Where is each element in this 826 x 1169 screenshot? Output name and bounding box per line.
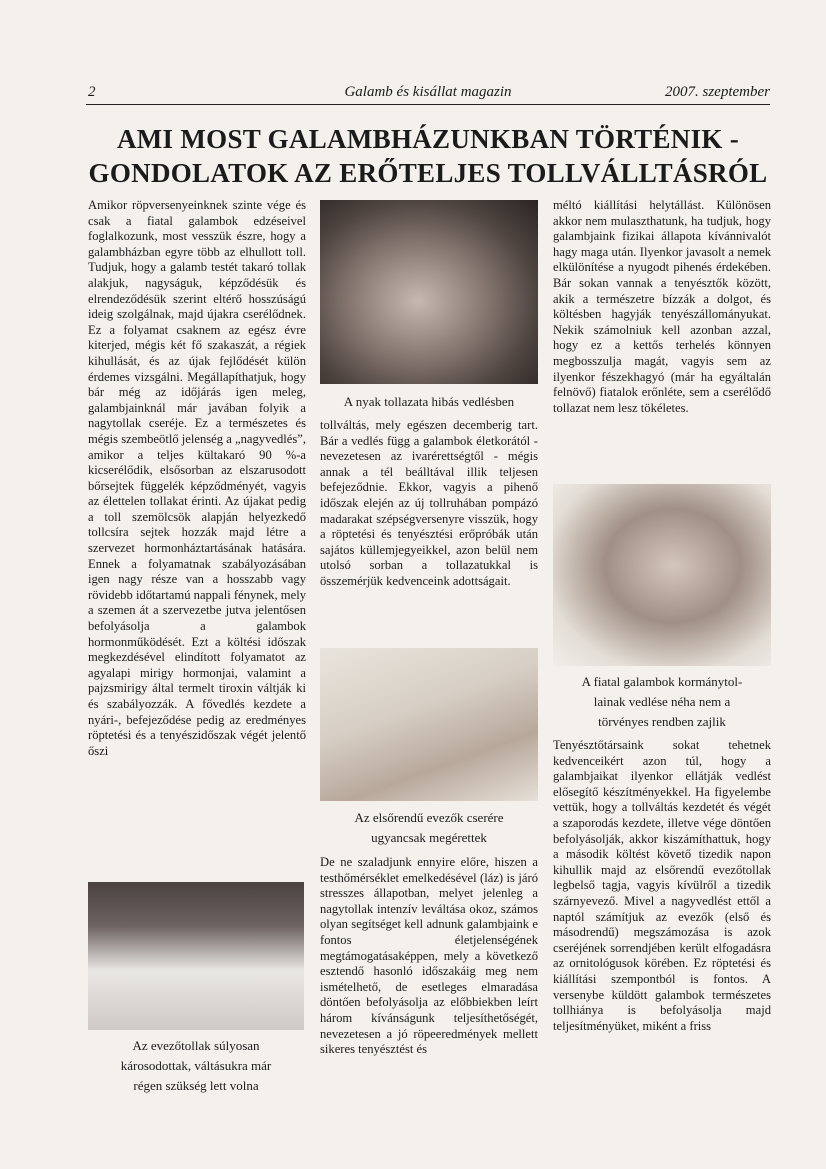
paragraph: méltó kiállítási helytállást. Különösen akkor nem mulaszthatunk, ha tudjuk, hogy galambjaink fizikai állapota kívánnivalót hagy maga után. Ilyenkor javasolt a nemek elkülönítése a nyugodt pihenés érdekében. Bár sokan vannak a tenyésztők között, akik a természetre bízzák a dolgot, és költésben hagyják tenyészállományukat. Nekik számolniuk kell azonban azzal, hogy ez a kettős terhelés könnyen megbosszulja magát, vagyis sem az ilyenkor fészekhagyó (már ha egyáltalán felnövő) fiatalok erőnléte, sem a cserélődő tollazat nem lesz tökéletes.: [553, 198, 771, 415]
issue-date: 2007. szeptember: [665, 84, 770, 100]
article-title-line1: AMI MOST GALAMBHÁZUNKBAN TÖRTÉNIK -: [116, 124, 740, 154]
column-3-text-top: [553, 198, 771, 416]
column-2-text-bottom: [320, 855, 538, 1058]
photo-tail-feathers: [553, 484, 771, 666]
column-1-text: [88, 198, 306, 759]
photo-caption-1: A nyak tollazata hibás vedlésben: [343, 394, 515, 409]
photo-caption-4: [88, 1036, 304, 1096]
page-number: 2: [88, 84, 96, 100]
magazine-name: Galamb és kisállat magazin: [344, 84, 512, 100]
paragraph: Amikor röpversenyeinknek szinte vége és csak a fiatal galambok edzéseivel foglalkozunk, most vesszük észre, hogy a galambházban egyre több az elhullott toll. Tudjuk, hogy a galamb testét takaró tollak alakjuk, nagyságuk, képződésük és elrendeződésük szerint eltérő hosszúságú ideig szolgálnak, majd újakra cserélődnek. Ez a folyamat csaknem az egész évre kiterjed, mégis két fő szakaszát, a régiek kihullását, és az újak fejlődését külön érdemes vizsgálni. Megállapíthatjuk, hogy bár még az időjárás igen meleg, galambjainknál már javában folyik a nagytollak cseréje. Ez a természetes és mégis szembeötlő jelenség a „nagyvedlés”, amikor a teljes kültakaró 90 %-a kicserélődik, elsősorban az elszarusodott bőrsejtek függelék képződményét, vagyis az élettelen tollakat érinti. Az újakat pedig a toll szemölcsök alapján helyezkedő tollcsíra sejtek hozzák majd létre a szervezet hormonháztartásának hatására. Ennek a folyamatnak szabályozásában igen nagy része van a hosszabb vagy rövidebb időtartamú nappali fénynek, mely a szemen át a szervezetbe jutva jelentősen befolyásolja a galambok hormonműködését. Ezt a költési időszak megkezdésével elindított folyamatot az agyalapi mirigy hormonjai, valamint a pajzsmirigy által termelt tiroxin váltják ki és szabályozzák. A fővedlés kezdete a nyári-, befejeződése pedig az eredményes röptetési és a tenyészidőszak végét jelentő őszi: [88, 198, 306, 758]
caption-line: Az evezőtollak súlyosan: [132, 1038, 260, 1053]
caption-line: törvényes rendben zajlik: [598, 714, 726, 729]
photo-caption-3: [553, 672, 771, 732]
photo-damaged-wing: [88, 882, 304, 1030]
paragraph: tollváltás, mely egészen decemberig tart. Bár a vedlés függ a galambok életkorától - nevezetesen az ivarérettségtől - mégis annak a tél beálltával illik teljesen befejeződnie. Ekkor, vagyis a pihenő időszak elején az új tollruhában pompázó madarakat szépségversenyre visszük, hogy a röptetési és tenyésztési erőpróbák után sajátos küllemjegyeikkel, azon belül nem utolsó sorban a tollazatukkal is összemérjük kedvenceink adottságait.: [320, 418, 538, 588]
caption-line: károsodottak, váltásukra már: [120, 1058, 272, 1073]
caption-line: A fiatal galambok kormánytol-: [581, 674, 743, 689]
photo-neck-feathers: [320, 200, 538, 384]
article-title-line2: GONDOLATOK AZ ERŐTELJES TOLLVÁLLTÁSRÓL: [88, 158, 768, 188]
article-title: [86, 122, 770, 190]
caption-line: ugyancsak megérettek: [371, 830, 487, 845]
caption-line: Az elsőrendű evezők cserére: [354, 810, 504, 825]
column-2-text-top: [320, 418, 538, 590]
caption-line: lainak vedlése néha nem a: [593, 694, 731, 709]
column-3-text-bottom: [553, 738, 771, 1034]
paragraph: Tenyésztőtársaink sokat tehetnek kedvenceikért azon túl, hogy a galambjaikat ilyenkor ellátják vedlést elősegítő készítményekkel. Ha figyelembe vettük, hogy a tollváltás kezdetét és végét a szaporodás kezdete, illetve vége döntően befolyásolják, akkor kiszámíthattuk, hogy a második költést követő tizedik napon kihullik majd az elsőrendű evezőtollak legbelső tagja, vagyis kívülről a tizedik szárnyevező. Mivel a nagyvedlést ettől a naptól számítjuk az evezők (első és másodrendű) megszámozása is azok cseréjének sorrendjében került elfogadásra az ornitológusok körében. Ez röptetési és kiállítási szempontból is fontos. A versenybe küldött galambok természetes tollhiánya is befolyásolja majd teljesítményüket, miként a friss: [553, 738, 771, 1033]
paragraph: De ne szaladjunk ennyire előre, hiszen a testhőmérséklet emelkedésével (láz) is járó stresszes állapotban, melyet jelenleg a nagytollak intenzív leváltása okoz, számos olyan segítséget kell adnunk galambjaink e fontos életjelenségének megtámogatásaképpen, mely a következő esztendő hasonló időszakáig meg nem ismételhető, de esetleges elmaradása döntően befolyásolja az előbbiekben leírt három kívánságunk teljesíthetőségét, nevezetesen a jó röpeeredmények mellett sikeres tenyésztést és: [320, 855, 538, 1057]
page-header: [86, 84, 770, 105]
photo-caption-2: [320, 808, 538, 848]
photo-wing-primaries: [320, 648, 538, 801]
caption-line: régen szükség lett volna: [133, 1078, 259, 1093]
